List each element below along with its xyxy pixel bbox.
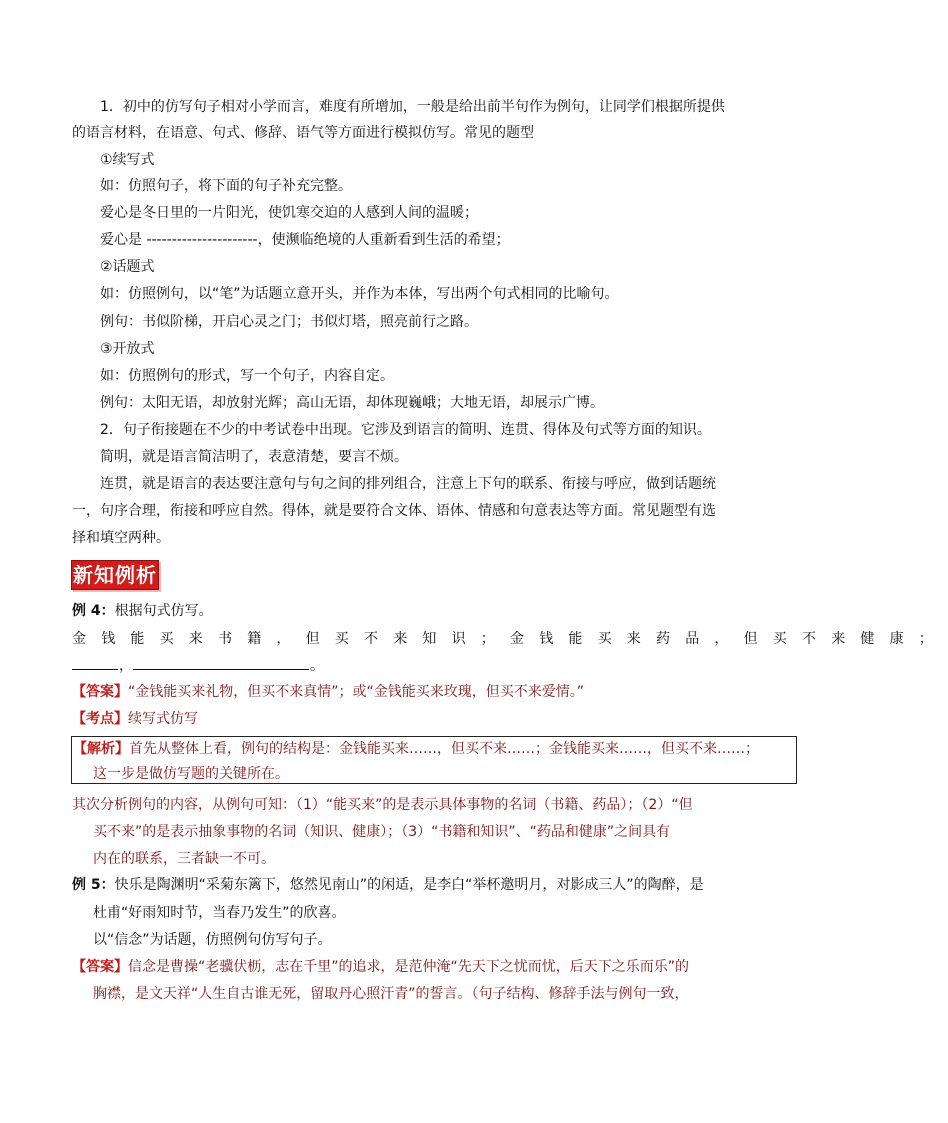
type-2-question: 如：仿照例句，以“笔”为话题立意开头，并作为本体，写出两个句式相同的比喻句。 <box>100 286 619 302</box>
example-4-prompt: 根据句式仿写。 <box>114 603 213 619</box>
analysis-then-2: 买不来”的是表示抽象事物的名词（知识、健康）；（3）“书籍和知识”、“药品和健康”之间具有 <box>93 824 671 840</box>
example-5-answer-1 <box>72 958 722 976</box>
kaodian-tag: 【考点】 <box>72 711 128 727</box>
example-4-sentence: 金钱能买来书籍，但买不来知识；金钱能买来药品，但买不来健康； <box>72 631 948 647</box>
analysis-line-1 <box>73 740 793 758</box>
jianming-line: 简明，就是语言简洁明了，表意清楚，要言不烦。 <box>100 449 408 465</box>
example-5-answer-text-1: 信念是曹操“老骥伏枥，志在千里”的追求，是范仲淹“先天下之忧而忧，后天下之乐而乐”的 <box>128 959 690 975</box>
analysis-then-1: 其次分析例句的内容，从例句可知：（1）“能买来”的是表示具体事物的名词（书籍、药品）；（2）“但 <box>72 797 693 813</box>
analysis-tag: 【解析】 <box>73 741 129 757</box>
type-1-question: 如：仿照句子，将下面的句子补充完整。 <box>100 178 352 194</box>
type-2-example: 例句：书似阶梯，开启心灵之门；书似灯塔，照亮前行之路。 <box>100 314 478 330</box>
intro-line-2: 的语言材料，在语意、句式、修辞、语气等方面进行模拟仿写。常见的题型 <box>72 125 534 141</box>
type-3-example: 例句：太阳无语，却放射光辉；高山无语，却体现巍峨；大地无语，却展示广博。 <box>100 395 604 411</box>
analysis-then-3: 内在的联系，三者缺一不可。 <box>93 851 275 867</box>
analysis-text-1: 首先从整体上看，例句的结构是：金钱能买来……，但买不来……；金钱能买来……，但买不来……； <box>129 741 759 757</box>
answer-text: “金钱能买来礼物，但买不来真情”；或“金钱能买来玫瑰，但买不来爱情。” <box>128 684 585 700</box>
section-banner <box>71 560 159 590</box>
lianguan-line-1: 连贯，就是语言的表达要注意句与句之间的排列组合，注意上下句的联系、衔接与呼应，做到话题统 <box>100 476 716 492</box>
example-5-question-3: 以“信念”为话题，仿照例句仿写句子。 <box>93 932 332 948</box>
section-2-line: 2．句子衔接题在不少的中考试卷中出现。它涉及到语言的简明、连贯、得体及句式等方面的知识。 <box>100 422 711 438</box>
kaodian-text: 续写式仿写 <box>128 711 198 727</box>
example-5-label: 例 5： <box>72 877 115 893</box>
example-5-text-1: 快乐是陶渊明“采菊东篱下，悠然见南山”的闲适，是李白“举杯邀明月，对影成三人”的陶醉，是 <box>114 877 704 893</box>
answer-blank-2[interactable] <box>133 669 309 670</box>
analysis-line-2: 这一步是做仿写题的关键所在。 <box>93 766 289 782</box>
blank-period: 。 <box>310 658 324 674</box>
section-banner-text: 新知例析 <box>73 563 157 587</box>
type-2-title: ②话题式 <box>100 259 155 275</box>
example-5-answer-2: 胸襟，是文天祥“人生自古谁无死，留取丹心照汗青”的誓言。（句子结构、修辞手法与例句一致， <box>93 986 689 1002</box>
type-1-example-b: 爱心是 ----------------------，使濒临绝境的人重新看到生活的希望； <box>100 232 510 248</box>
type-3-question: 如：仿照例句的形式，写一个句子，内容自定。 <box>100 368 394 384</box>
example-4-kaodian <box>72 710 722 728</box>
example-4-label: 例 4： <box>72 603 115 619</box>
lianguan-line-2: 一，句序合理，衔接和呼应自然。得体，就是要符合文体、语体、情感和句意表达等方面。常见题型有选 <box>72 503 716 519</box>
blank-comma: ， <box>119 658 133 674</box>
type-1-example-a: 爱心是冬日里的一片阳光，使饥寒交迫的人感到人间的温暖； <box>100 205 478 221</box>
example-5-question-1 <box>72 876 722 894</box>
type-3-title: ③开放式 <box>100 341 155 357</box>
example-5-answer-tag: 【答案】 <box>72 959 128 975</box>
intro-line-1: 1．初中的仿写句子相对小学而言，难度有所增加，一般是给出前半句作为例句，让同学们根据所提供 <box>100 99 725 115</box>
example-4-answer <box>72 683 722 701</box>
example-4-heading <box>72 602 722 620</box>
example-5-question-2: 杜甫“好雨知时节，当春乃发生”的欣喜。 <box>93 905 346 921</box>
answer-tag: 【答案】 <box>72 684 128 700</box>
type-1-title: ①续写式 <box>100 152 155 168</box>
answer-blank-1[interactable] <box>72 669 118 670</box>
lianguan-line-3: 择和填空两种。 <box>72 530 170 546</box>
